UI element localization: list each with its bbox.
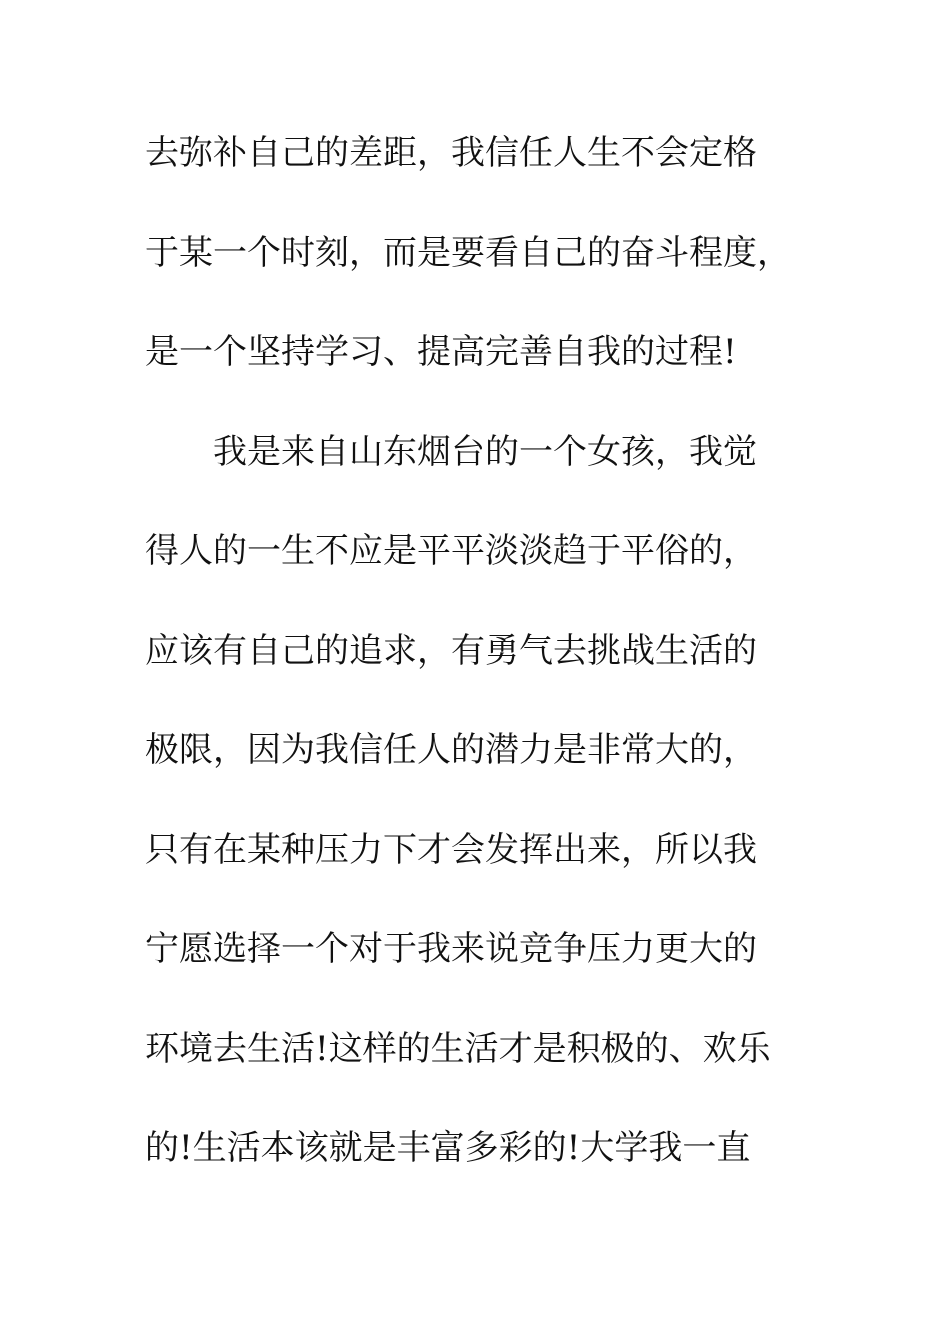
text-line-1: 去弥补自己的差距，我信任人生不会定格 — [145, 133, 757, 173]
text-line-5: 得人的一生不应是平平淡淡趋于平俗的， — [145, 531, 757, 571]
text-line-6: 应该有自己的追求，有勇气去挑战生活的 — [145, 631, 757, 671]
text-line-4-paragraph-start: 我是来自山东烟台的一个女孩，我觉 — [213, 432, 757, 472]
text-line-8: 只有在某种压力下才会发挥出来，所以我 — [145, 830, 757, 870]
text-line-9: 宁愿选择一个对于我来说竞争压力更大的 — [145, 929, 757, 969]
text-line-11: 的!生活本该就是丰富多彩的!大学我一直 — [145, 1128, 751, 1168]
text-line-2: 于某一个时刻，而是要看自己的奋斗程度， — [145, 233, 791, 273]
text-line-7: 极限，因为我信任人的潜力是非常大的， — [145, 730, 757, 770]
text-line-3: 是一个坚持学习、提高完善自我的过程! — [145, 332, 737, 372]
text-line-10: 环境去生活!这样的生活才是积极的、欢乐 — [145, 1029, 771, 1069]
